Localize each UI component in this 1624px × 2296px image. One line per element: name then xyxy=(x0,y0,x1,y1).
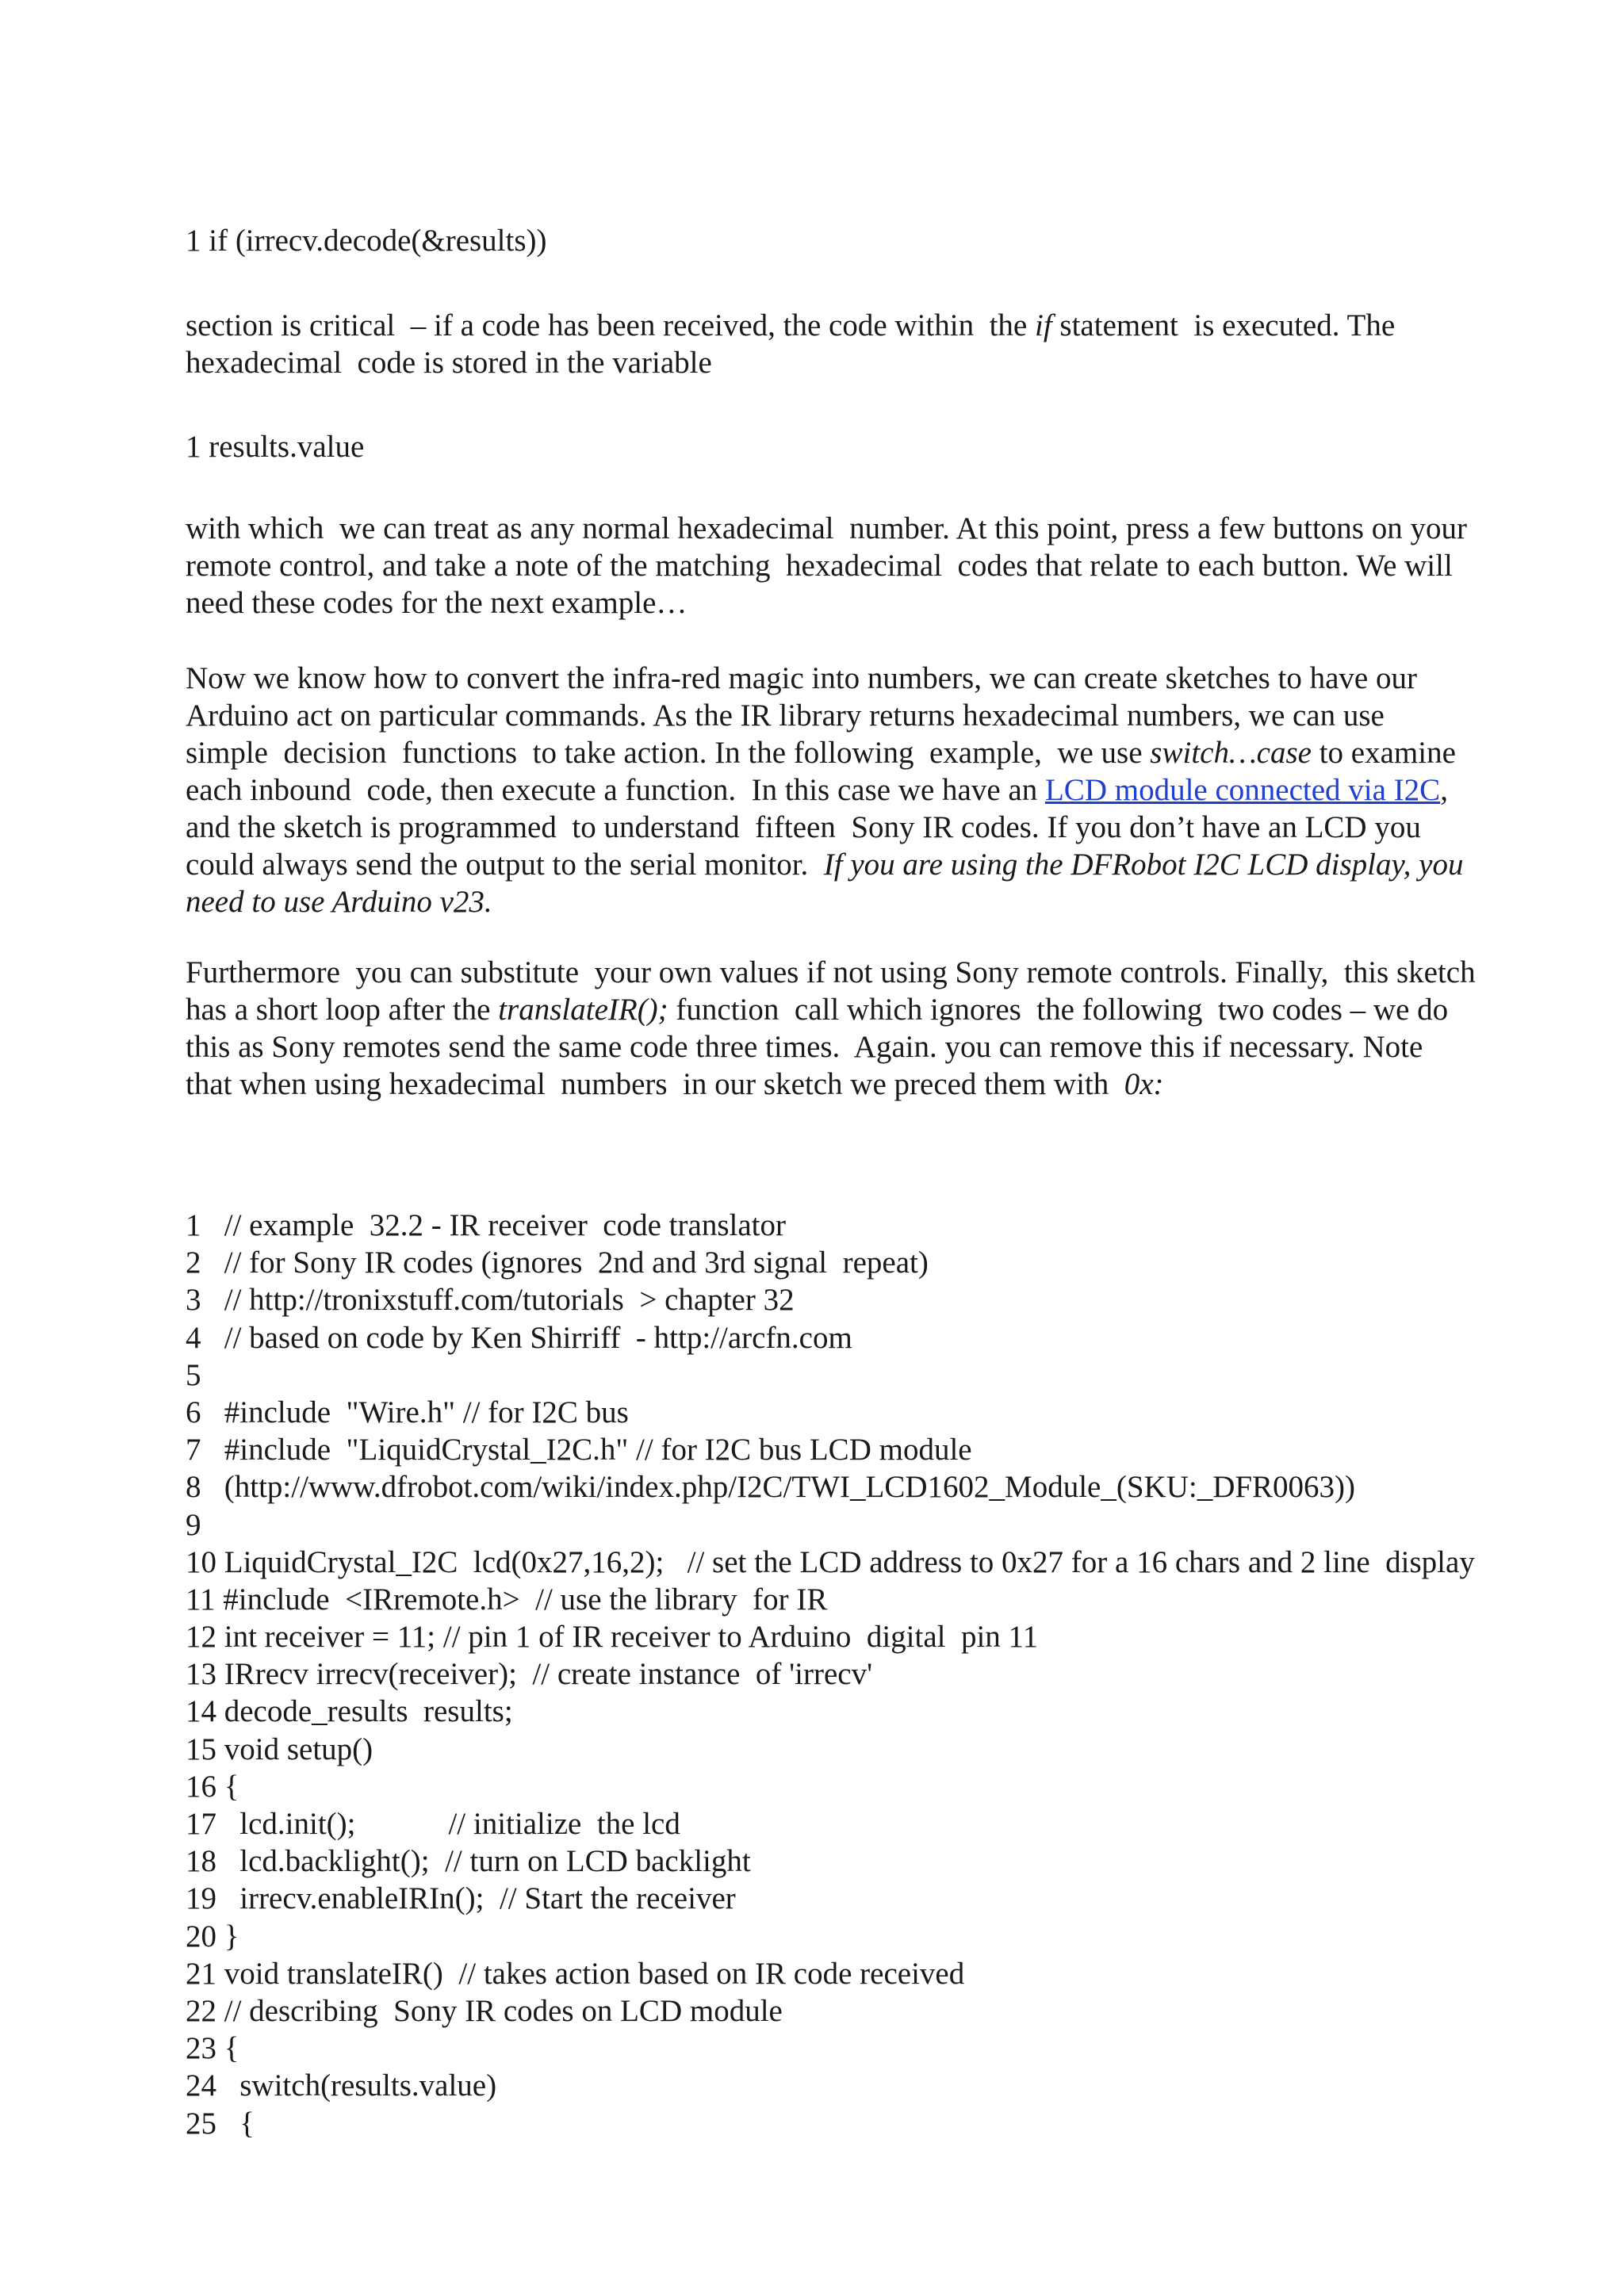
text-run: section is critical – if a code has been received, the code within the xyxy=(186,308,1035,342)
text-run: , xyxy=(1440,773,1448,807)
code-line: 7 #include "LiquidCrystal_I2C.h" // for I2C bus LCD module xyxy=(186,1433,972,1468)
paragraph-line: and the sketch is programmed to understand fifteen Sony IR codes. If you don’t have an LCD you xyxy=(186,810,1421,844)
code-line: 25 { xyxy=(186,2106,255,2141)
paragraph-line: Arduino act on particular commands. As the IR library returns hexadecimal numbers, we can use xyxy=(186,698,1385,733)
code-line: 9 xyxy=(186,1507,201,1542)
code-line: 19 irrecv.enableIRIn(); // Start the receiver xyxy=(186,1881,736,1916)
paragraph-line xyxy=(186,734,1549,771)
paragraph-line: need these codes for the next example… xyxy=(186,586,688,620)
italic-text: 0x: xyxy=(1124,1067,1164,1101)
code-line: 24 switch(results.value) xyxy=(186,2068,497,2103)
italic-text: If you are using the DFRobot I2C LCD display, you xyxy=(823,848,1464,882)
italic-text: if xyxy=(1035,308,1052,342)
code-line: 1 // example 32.2 - IR receiver code translator xyxy=(186,1208,786,1242)
code-line: 14 decode_results results; xyxy=(186,1694,513,1729)
code-line: 4 // based on code by Ken Shirriff - http://arcfn.com xyxy=(186,1320,852,1355)
paragraph-line: Furthermore you can substitute your own values if not using Sony remote controls. Finally, this sketch xyxy=(186,955,1476,989)
paragraph-infrared xyxy=(186,660,1549,920)
code-line: 15 void setup() xyxy=(186,1732,373,1766)
code-line: 12 int receiver = 11; // pin 1 of IR receiver to Arduino digital pin 11 xyxy=(186,1620,1039,1655)
code-line: 21 void translateIR() // takes action based on IR code received xyxy=(186,1956,965,1991)
lcd-module-link[interactable]: LCD module connected via I2C xyxy=(1044,773,1441,807)
text-run: statement is executed. The xyxy=(1051,308,1396,342)
paragraph-line: Now we know how to convert the infra-red magic into numbers, we can create sketches to have our xyxy=(186,661,1417,695)
paragraph-line xyxy=(186,307,1549,344)
code-line: 20 } xyxy=(186,1919,239,1954)
code-line: 5 xyxy=(186,1357,201,1392)
paragraph-furthermore xyxy=(186,954,1549,1103)
code-line: 2 // for Sony IR codes (ignores 2nd and 3rd signal repeat) xyxy=(186,1246,929,1280)
code-listing xyxy=(186,1207,1597,2142)
code-line: 11 #include <IRremote.h> // use the library for IR xyxy=(186,1582,828,1617)
paragraph-line xyxy=(186,1066,1549,1103)
code-line: 18 lcd.backlight(); // turn on LCD backlight xyxy=(186,1844,751,1879)
paragraph-section-critical xyxy=(186,307,1549,381)
paragraph-line: remote control, and take a note of the matching hexadecimal codes that relate to each button. We will xyxy=(186,549,1453,583)
paragraph-line xyxy=(186,846,1549,883)
code-line: 16 { xyxy=(186,1769,239,1804)
code-line: 8 (http://www.dfrobot.com/wiki/index.php/I2C/TWI_LCD1602_Module_(SKU:_DFR0063)) xyxy=(186,1470,1356,1505)
code-line: 22 // describing Sony IR codes on LCD module xyxy=(186,1993,783,2028)
paragraph-line xyxy=(186,771,1549,809)
paragraph-line-italic: need to use Arduino v23. xyxy=(186,885,492,919)
code-line: 6 #include "Wire.h" // for I2C bus xyxy=(186,1395,629,1429)
code-line: 10 LiquidCrystal_I2C lcd(0x27,16,2); // set the LCD address to 0x27 for a 16 chars and 2 line display xyxy=(186,1544,1475,1579)
paragraph-line: hexadecimal code is stored in the variable xyxy=(186,346,712,380)
text-run: each inbound code, then execute a function. In this case we have an xyxy=(186,773,1045,807)
text-run: has a short loop after the xyxy=(186,993,499,1027)
italic-text: switch…case xyxy=(1150,736,1312,770)
code-snippet-decode: 1 if (irrecv.decode(&results)) xyxy=(186,224,547,258)
text-run: that when using hexadecimal numbers in our sketch we preced them with xyxy=(186,1067,1124,1101)
paragraph-hexadecimal xyxy=(186,510,1549,622)
text-run: could always send the output to the serial monitor. xyxy=(186,848,824,882)
text-run: to examine xyxy=(1311,736,1456,770)
code-line: 3 // http://tronixstuff.com/tutorials > chapter 32 xyxy=(186,1283,795,1318)
code-snippet-results-value: 1 results.value xyxy=(186,430,365,464)
paragraph-line: this as Sony remotes send the same code three times. Again. you can remove this if necessary. Note xyxy=(186,1030,1423,1064)
code-line: 13 IRrecv irrecv(receiver); // create instance of 'irrecv' xyxy=(186,1657,873,1692)
paragraph-line: with which we can treat as any normal hexadecimal number. At this point, press a few buttons on your xyxy=(186,511,1467,545)
code-line: 23 { xyxy=(186,2031,239,2066)
code-line: 17 lcd.init(); // initialize the lcd xyxy=(186,1807,680,1841)
text-run: simple decision functions to take action. In the following example, we use xyxy=(186,736,1151,770)
text-run: function call which ignores the following two codes – we do xyxy=(668,993,1449,1027)
paragraph-line xyxy=(186,991,1549,1028)
italic-text: translateIR(); xyxy=(498,993,668,1027)
